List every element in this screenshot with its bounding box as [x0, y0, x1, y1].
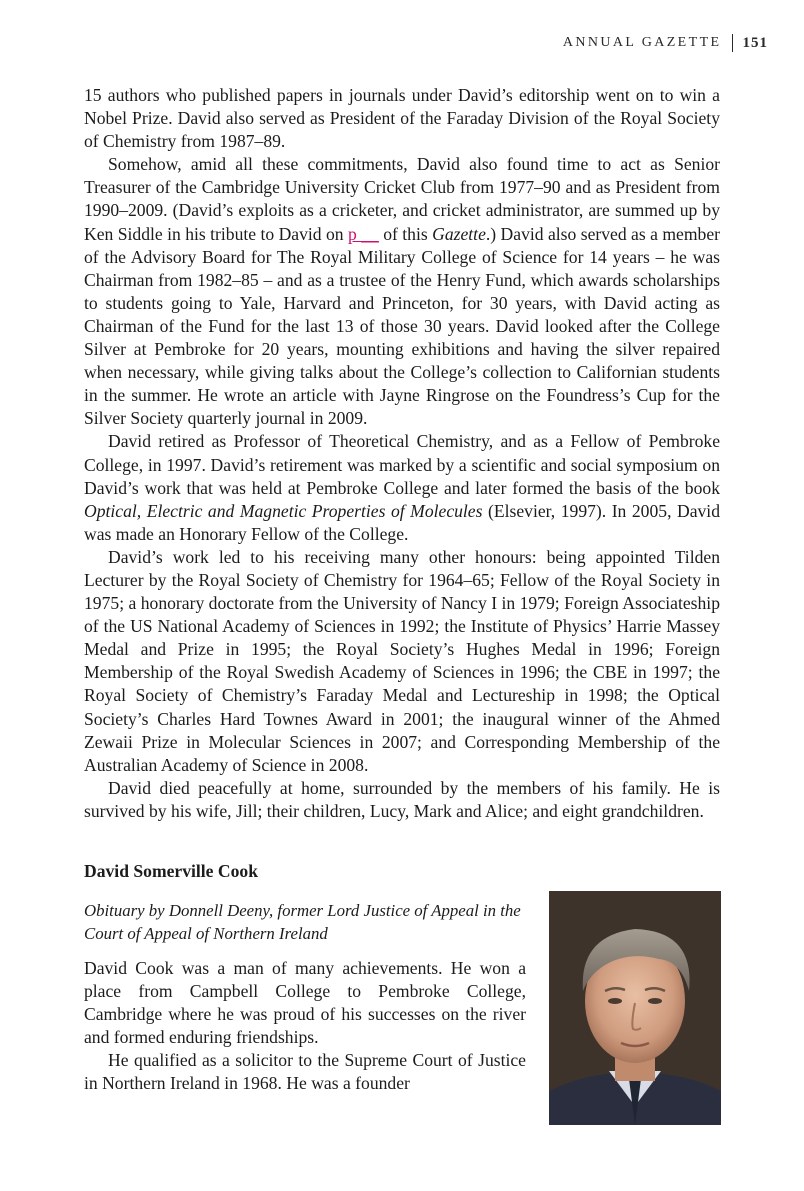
obituary-title: David Somerville Cook — [84, 861, 258, 881]
article-body — [84, 84, 720, 823]
paragraph-text: (Elsevier, 1997). In 2005, David was made an Honorary Fellow of the College. — [84, 500, 720, 544]
paragraph-text: David retired as Professor of Theoretical Chemistry, and as a Fellow of Pembroke College, in 1997. David’s retirement was marked by a scientific and social symposium on David’s work that was held at Pembroke College and later formed the basis of the book — [84, 431, 720, 498]
obituary-byline: Obituary by Donnell Deeny, former Lord Justice of Appeal in the Court of Appeal of Northern Ireland — [84, 901, 521, 943]
paragraph-text: of this — [378, 223, 433, 244]
obituary-section — [84, 860, 526, 1096]
paragraph-death: David died peacefully at home, surrounded by the members of his family. He is survived by his wife, Jill; their children, Lucy, Mark and Alice; and eight grandchildren. — [84, 777, 720, 821]
running-header — [520, 32, 768, 54]
page-reference-link[interactable]: p __ — [348, 223, 379, 244]
page-number: 151 — [742, 34, 768, 51]
paragraph-retirement — [84, 430, 720, 545]
book-title: Optical, Electric and Magnetic Properties of Molecules — [84, 500, 483, 521]
paragraph-text: .) David also served as a member of the Advisory Board for The Royal Military College of Science for 14 years – he was Chairman from 1982–85 – and as a trustee of the Henry Fund, which awards scholarships to students going to Yale, Harvard and Princeton, for 30 years, with David acting as Chairman of the Fund for the last 13 of those 30 years. David looked after the College Silver at Pembroke for 20 years, mounting exhibitions and having the silver repaired when necessary, while giving talks about the College’s collection to Californian students in the summer. He wrote an article with Jayne Ringrose on the Foundress’s Cup for the Silver Society quarterly journal in 2009. — [84, 223, 720, 429]
header-divider — [732, 34, 733, 52]
paragraph-commitments — [84, 153, 720, 430]
obituary-paragraph: David Cook was a man of many achievements. He won a place from Campbell College to Pembroke College, Cambridge where he was proud of his successes on the river and formed enduring friendships. — [84, 958, 526, 1048]
publication-title: ANNUAL GAZETTE — [562, 35, 722, 50]
paragraph-honours: David’s work led to his receiving many other honours: being appointed Tilden Lecturer by the Royal Society of Chemistry for 1964–65; Fellow of the Royal Society in 1975; a honorary doctorate from the University of Nancy I in 1979; Foreign Associateship of the US National Academy of Sciences in 1992; the Institute of Physics’ Harrie Massey Medal and Prize in 1995; the Royal Society’s Hughes Medal in 1996; Foreign Membership of the Royal Swedish Academy of Sciences in 1996; the CBE in 1997; the Royal Society of Chemistry’s Faraday Medal and Lectureship in 1998; the Optical Society’s Charles Hard Townes Award in 2001; the inaugural winner of the Ahmed Zewaii Prize in Molecular Sciences in 2007; and Corresponding Membership of the Australian Academy of Science in 2008. — [84, 546, 720, 775]
portrait-photo — [549, 891, 721, 1125]
obituary-body — [84, 957, 526, 1096]
portrait-illustration — [549, 891, 721, 1125]
paragraph-text: Somehow, amid all these commitments, David also found time to act as Senior Treasurer of the Cambridge University Cricket Club from 1977–90 and as President from 1990–2009. (David’s exploits as a cricketer, and cricket administrator, are summed up by Ken Siddle in his tribute to David on — [84, 154, 720, 244]
gazette-italic: Gazette — [432, 223, 486, 244]
obituary-paragraph: He qualified as a solicitor to the Supreme Court of Justice in Northern Ireland in 1968. He was a founder — [84, 1050, 526, 1094]
paragraph-continuation: 15 authors who published papers in journals under David’s editorship went on to win a Nobel Prize. David also served as President of the Faraday Division of the Royal Society of Chemistry from 1987–89. — [84, 85, 720, 152]
